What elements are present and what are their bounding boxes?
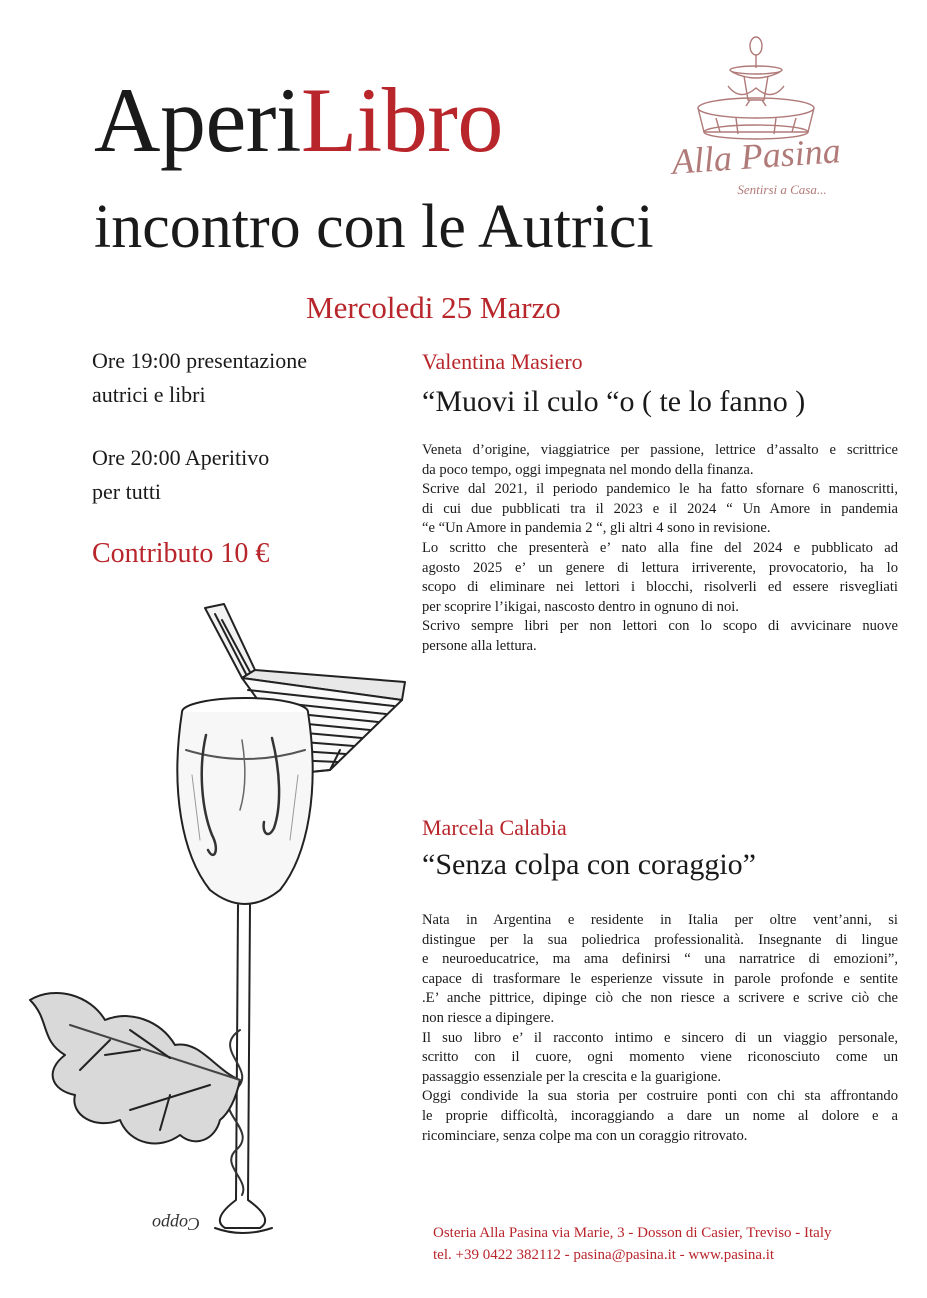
bio-line: persone alla lettura. <box>422 637 537 654</box>
vine-leaf-icon <box>30 993 240 1143</box>
vine-tendril-icon <box>228 1030 244 1195</box>
alla-pasina-logo <box>632 28 872 208</box>
logo-tagline: Sentirsi a Casa... <box>737 182 827 197</box>
logo-name: Alla Pasina <box>670 130 842 182</box>
schedule-presentation <box>92 344 307 412</box>
author-bio-1 <box>422 441 898 657</box>
contribution-price: Contributo 10 € <box>92 538 270 569</box>
footer-address: Osteria Alla Pasina via Marie, 3 - Dosson di Casier, Treviso - Italy <box>433 1225 832 1241</box>
schedule-line: autrici e libri <box>92 382 206 407</box>
bio-line: scritto con il cuore, ogni momento viene riconosciuto come un <box>422 1049 898 1066</box>
bio-line: di cui due pubblicati tra il 2023 e il 2024 “ Un Amore in pandemia <box>422 500 898 517</box>
bio-line: distingue per la sua poliedrica professionalità. Insegnante di lingue <box>422 931 898 948</box>
bio-line: passaggio essenziale per la crescita e la guarigione. <box>422 1068 722 1085</box>
author-name-1: Valentina Masiero <box>422 349 583 374</box>
bio-line: Lo scritto che presenterà e’ nato alla fine del 2024 e pubblicato ad <box>422 539 898 556</box>
title-aperi: Aperi <box>94 69 301 171</box>
wine-glass-icon <box>177 698 312 1233</box>
bio-line: non riesce a dipingere. <box>422 1009 555 1026</box>
bio-line: Veneta d’origine, viaggiatrice per passione, lettrice d’assalto e scrittrice <box>422 442 898 458</box>
bio-line: Scrive dal 2021, il periodo pandemico le ha fatto sfornare 6 manoscritti, <box>422 481 898 498</box>
bio-line: Scrivo sempre libri per non lettori con lo scopo di avvicinare nuove <box>422 618 898 635</box>
page-subtitle: incontro con le Autrici <box>94 193 654 261</box>
author-bio-2 <box>422 911 898 1146</box>
schedule-line: per tutti <box>92 479 162 504</box>
schedule-line: Ore 20:00 Aperitivo <box>92 445 270 470</box>
author-name-2: Marcela Calabia <box>422 815 567 840</box>
bio-line: ricominciare, senza colpe ma con un coraggio ritrovato. <box>422 1127 748 1144</box>
bio-line: scopo di eliminare nei lettori i blocchi, risolverli ed essere risvegliati <box>422 579 898 596</box>
schedule-line: Ore 19:00 presentazione <box>92 348 308 373</box>
bio-line: da poco tempo, oggi impegnata nel mondo della finanza. <box>422 461 754 478</box>
page-title <box>94 69 503 171</box>
title-libro: Libro <box>300 69 503 171</box>
schedule-aperitivo <box>92 441 269 509</box>
footer-contacts: tel. +39 0422 382112 - pasina@pasina.it - www.pasina.it <box>433 1247 775 1263</box>
wine-glass-book-vine-leaf-icon <box>10 600 410 1260</box>
bio-line: Oggi condivide la sua storia per costruire ponti con chi sta affrontando <box>422 1088 898 1105</box>
bio-line: agosto 2025 e’ un genere di lettura irriverente, provocatorio, ha lo <box>422 559 898 576</box>
bio-line: capace di trasformare le esperienze vissute in parole profonde e sentite <box>422 970 898 987</box>
bio-line: Il suo libro e’ il racconto intimo e sincero di un viaggio personale, <box>422 1029 898 1046</box>
bio-line: “e “Un Amore in pandemia 2 “, gli altri 4 sono in revisione. <box>422 520 771 537</box>
bio-line: .E’ anche pittrice, dipinge ciò che non riesce a scrivere e scrive ciò che <box>422 990 898 1007</box>
fountain-icon <box>698 37 814 139</box>
bio-line: le proprie difficoltà, incoraggiando a dare un nome al dolore e a <box>422 1107 898 1124</box>
bio-line: Nata in Argentina e residente in Italia per oltre vent’anni, si <box>422 912 898 928</box>
event-date: Mercoledi 25 Marzo <box>306 290 561 325</box>
artist-signature: Coppo <box>151 1214 200 1234</box>
book-title-1: “Muovi il culo “o ( te lo fanno ) <box>422 385 806 418</box>
book-title-2: “Senza colpa con coraggio” <box>422 848 756 881</box>
bio-line: e neuroeducatrice, ma ama definirsi “ una narratrice di emozioni”, <box>422 951 898 968</box>
bio-line: per scoprire l’ikigai, nascosto dentro in ognuno di noi. <box>422 598 739 615</box>
